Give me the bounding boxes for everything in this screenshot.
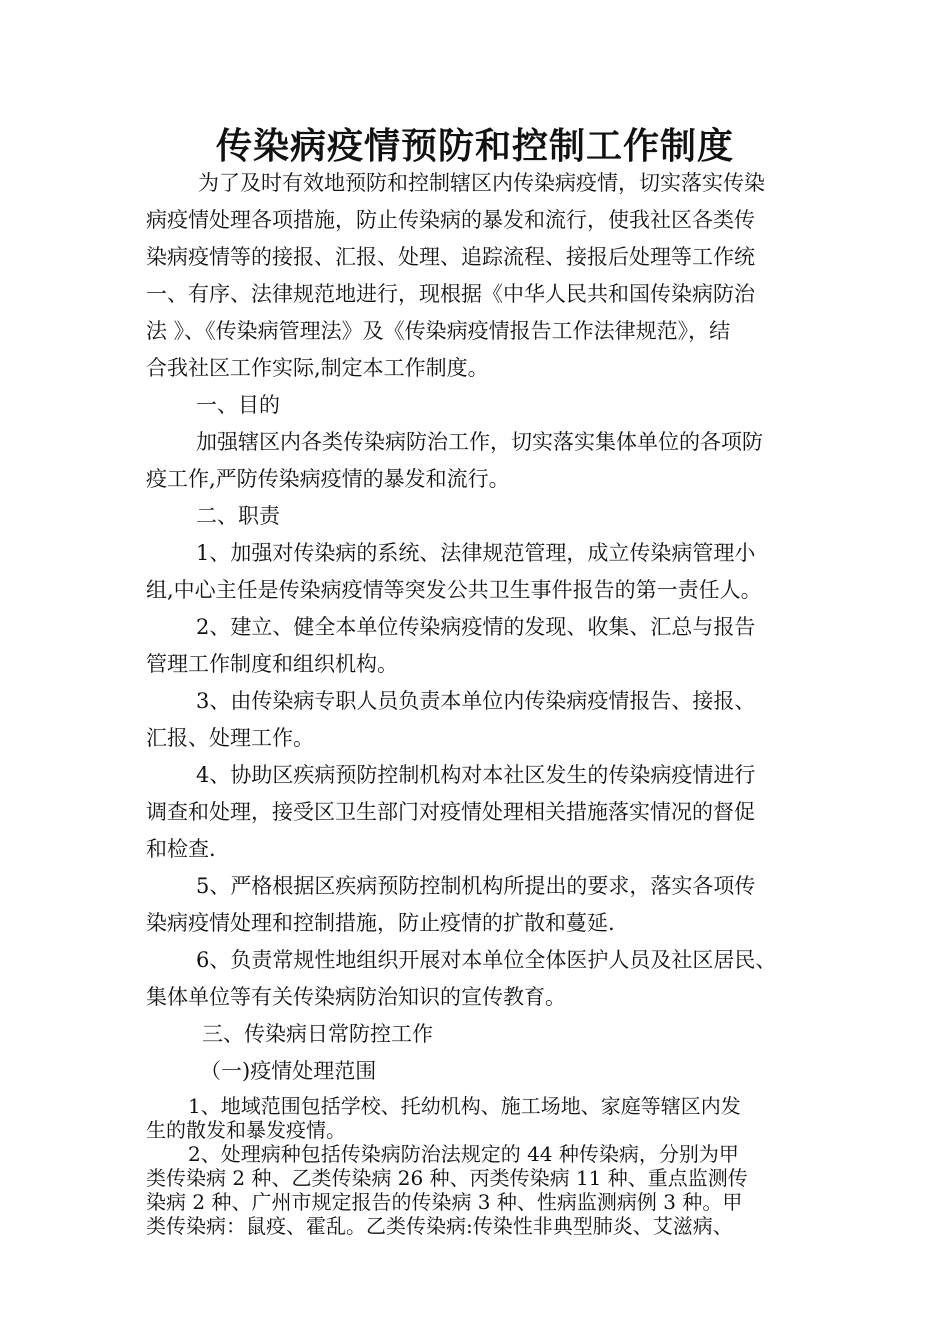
body-line: 类传染病：鼠疫、霍乱。乙类传染病:传染性非典型肺炎、艾滋病、	[146, 1214, 733, 1238]
body-line: 组,中心主任是传染病疫情等突发公共卫生事件报告的第一责任人。	[146, 578, 762, 602]
body-line: 加强辖区内各类传染病防治工作，切实落实集体单位的各项防	[196, 430, 763, 454]
body-line: 调查和处理，接受区卫生部门对疫情处理相关措施落实情况的督促	[146, 800, 755, 824]
body-line: 2、处理病种包括传染病防治法规定的 44 种传染病，分别为甲	[188, 1142, 739, 1166]
body-line: 合我社区工作实际,制定本工作制度。	[146, 356, 489, 380]
body-line: 染病 2 种、广州市规定报告的传染病 3 种、性病监测病例 3 种。甲	[146, 1190, 743, 1214]
body-line: 法 》、《传染病管理法》及《传染病疫情报告工作法律规范》，结	[146, 319, 731, 343]
body-line: 2、建立、健全本单位传染病疫情的发现、收集、汇总与报告	[196, 615, 756, 639]
body-line: 为了及时有效地预防和控制辖区内传染病疫情，切实落实传染	[198, 171, 765, 195]
body-line: 集体单位等有关传染病防治知识的宣传教育。	[146, 985, 566, 1009]
body-line: 管理工作制度和组织机构。	[146, 652, 398, 676]
body-line: 汇报、处理工作。	[146, 726, 314, 750]
section-heading: 一、目的	[196, 393, 280, 417]
section-heading: 三、传染病日常防控工作	[202, 1022, 433, 1046]
body-line: 6、负责常规性地组织开展对本单位全体医护人员及社区居民、	[196, 948, 777, 972]
body-line: 1、加强对传染病的系统、法律规范管理，成立传染病管理小	[196, 541, 756, 565]
body-line: 一、有序、法律规范地进行，现根据《中华人民共和国传染病防治	[146, 282, 755, 306]
body-line: 染病疫情等的接报、汇报、处理、追踪流程、接报后处理等工作统	[146, 245, 755, 269]
body-line: 4、协助区疾病预防控制机构对本社区发生的传染病疫情进行	[196, 763, 756, 787]
document-title: 传染病疫情预防和控制工作制度	[215, 125, 734, 167]
body-line: 类传染病 2 种、乙类传染病 26 种、丙类传染病 11 种、重点监测传	[146, 1166, 748, 1190]
body-line: 1、地域范围包括学校、托幼机构、施工场地、家庭等辖区内发	[188, 1094, 741, 1118]
body-line: 病疫情处理各项措施，防止传染病的暴发和流行，使我社区各类传	[146, 208, 755, 232]
subsection-heading: （一)疫情处理范围	[200, 1059, 377, 1083]
body-line: 生的散发和暴发疫情。	[146, 1118, 346, 1142]
body-line: 5、严格根据区疾病预防控制机构所提出的要求，落实各项传	[196, 874, 756, 898]
body-line: 染病疫情处理和控制措施，防止疫情的扩散和蔓延.	[146, 911, 615, 935]
body-line: 3、由传染病专职人员负责本单位内传染病疫情报告、接报、	[196, 689, 756, 713]
body-line: 疫工作,严防传染病疫情的暴发和流行。	[146, 467, 510, 491]
body-line: 和检查.	[146, 837, 216, 861]
section-heading: 二、职责	[196, 504, 280, 528]
